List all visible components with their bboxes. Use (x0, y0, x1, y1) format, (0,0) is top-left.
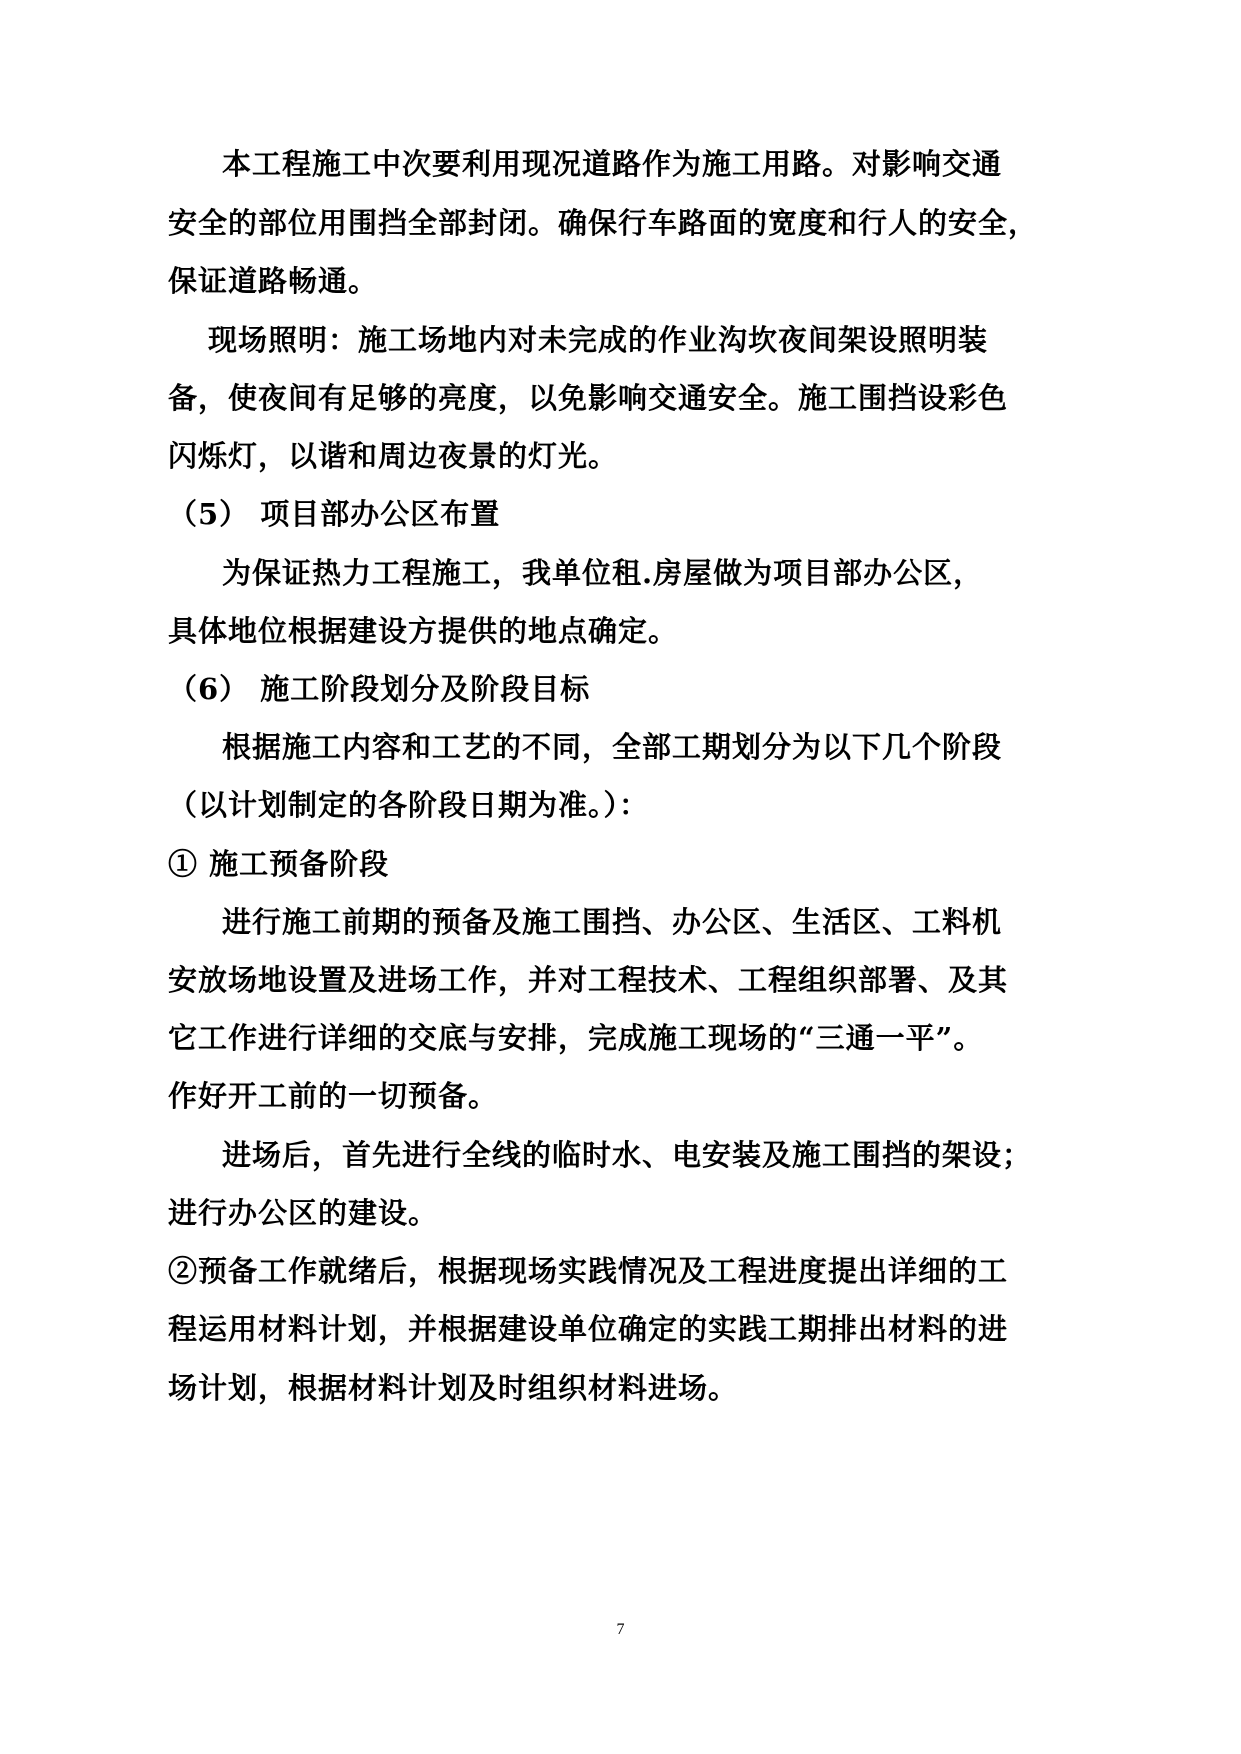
text-line-9: 具体地位根据建设方提供的地点确定。 (168, 614, 679, 648)
subsection-heading-1: ① 施工预备阶段 (168, 847, 390, 881)
text-line-6: 闪烁灯，以谐和周边夜景的灯光。 (168, 439, 619, 473)
text-line-11: 根据施工内容和工艺的不同，全部工期划分为以下几个阶段 (222, 730, 1003, 764)
text-line-21: 程运用材料计划，并根据建设单位确定的实践工期排出材料的进 (168, 1312, 1009, 1346)
section-heading-6: （6） 施工阶段划分及阶段目标 (168, 672, 591, 706)
text-line-15: 安放场地设置及进场工作，并对工程技术、工程组织部署、及其 (168, 963, 1009, 997)
text-line-14: 进行施工前期的预备及施工围挡、办公区、生活区、工料机 (222, 905, 1003, 939)
text-line-22: 场计划，根据材料计划及时组织材料进场。 (168, 1371, 739, 1405)
text-line-20: ②预备工作就绪后，根据现场实践情况及工程进度提出详细的工 (168, 1254, 1009, 1288)
text-line-8: 为保证热力工程施工，我单位租.房屋做为项目部办公区， (222, 556, 984, 590)
text-line-12: （以计划制定的各阶段日期为准。）： (168, 788, 650, 822)
text-line-16: 它工作进行详细的交底与安排，完成施工现场的“三通一平”。 (168, 1021, 984, 1055)
text-line-5: 备，使夜间有足够的亮度，以免影响交通安全。施工围挡设彩色 (168, 381, 1009, 415)
text-line-18: 进场后，首先进行全线的临时水、电安装及施工围挡的架设； (222, 1138, 1033, 1172)
page-number: 7 (616, 1621, 625, 1638)
section-heading-5: （5） 项目部办公区布置 (168, 497, 501, 531)
text-line-17: 作好开工前的一切预备。 (168, 1079, 499, 1113)
text-line-3: 保证道路畅通。 (168, 264, 379, 298)
text-line-1: 本工程施工中次要利用现况道路作为施工用路。对影响交通 (222, 147, 1003, 181)
text-line-2: 安全的部位用围挡全部封闭。确保行车路面的宽度和行人的安全， (168, 206, 1039, 240)
text-line-4: 现场照明：施工场地内对未完成的作业沟坎夜间架设照明装 (208, 323, 989, 357)
text-line-19: 进行办公区的建设。 (168, 1196, 439, 1230)
